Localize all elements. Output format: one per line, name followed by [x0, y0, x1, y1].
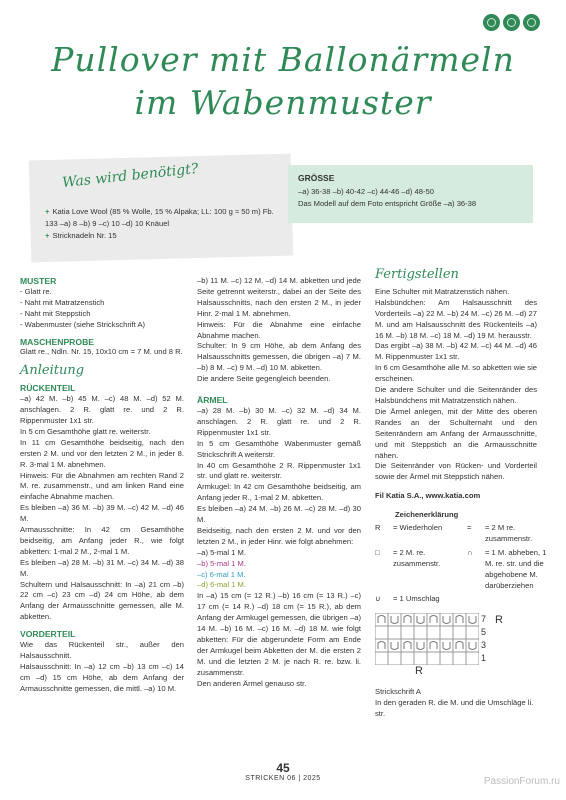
size-heading: GRÖSSE [298, 173, 335, 183]
row-number: 7 [481, 614, 487, 625]
watermark: PassionForum.ru [483, 776, 560, 787]
paragraph: Es bleiben –a) 28 M. –b) 31 M. –c) 34 M. –d) 38 M. [20, 557, 184, 578]
chart-cell [453, 639, 466, 652]
chart-cell [466, 613, 479, 626]
paragraph: Hinweis: Für die Abnahmen am rechten Rand 2 M. re. zusammenstr., und am linken Rand eine einfache Abnahme machen. [20, 470, 184, 502]
paragraph: In 11 cm Gesamthöhe beidseitig, nach den ersten 2 M. und vor den letzten 2 M., in jeder 8. R. 3-mal 1 M. abnehmen. [20, 437, 184, 469]
chart-cell [440, 652, 453, 665]
repeat-marker: R [415, 665, 423, 678]
legend-symbol: □ [375, 547, 380, 557]
paragraph: In 5 cm Gesamthöhe glatt re. weiterstr. [20, 426, 151, 436]
aermel-heading: ÄRMEL [197, 395, 228, 406]
chart-cell [427, 613, 440, 626]
column-3 [375, 267, 547, 720]
rueckenteil-heading: RÜCKENTEIL [20, 383, 76, 394]
chart-cell [414, 626, 427, 639]
chart-cell [401, 639, 414, 652]
chart-cell [440, 613, 453, 626]
chart-cell [427, 652, 440, 665]
legend-symbol: = [467, 523, 472, 533]
chart-cell [414, 639, 427, 652]
chart-cell [466, 652, 479, 665]
chart-cell [401, 626, 414, 639]
column-2 [197, 276, 361, 690]
legend-text: = 2 M. re. zusammenstr. [393, 547, 441, 568]
repeat-marker: R [495, 614, 503, 627]
paragraph: In 5 cm Gesamthöhe Wabenmuster gemäß Strickschrift A weiterstr. [197, 438, 361, 459]
material-item: + Stricknadeln Nr. 15 [45, 231, 117, 240]
vorderteil-heading: VORDERTEIL [20, 629, 76, 640]
anleitung-heading: Anleitung [20, 363, 85, 379]
chart-cell [453, 626, 466, 639]
chart-note: In den geraden R. die M. und die Umschläge li. str. [375, 698, 534, 719]
legend-symbol: R [375, 523, 381, 533]
paragraph: Armkugel: In 42 cm Gesamthöhe beidseitig, am Anfang jeder R., 1-mal 2 M. abketten. [197, 482, 361, 503]
material-item: + Katia Love Wool (85 % Wolle, 15 % Alpaka; LL: 100 g ≈ 50 m) Fb. 133 –a) 8 –b) 9 –c) 10 –d) 10 Knäuel [45, 207, 274, 228]
paragraph: Schultern und Halsausschnitt: In –a) 21 cm –b) 22 cm –c) 23 cm –d) 24 cm Höhe, ab dem Anfang der Armausschnitte gemessen, alle M. abketten. [20, 579, 184, 622]
list-item: –c) 6-mal 1 M. [197, 569, 246, 579]
chart-cell [427, 639, 440, 652]
paragraph: In 40 cm Gesamthöhe 2 R. Rippenmuster 1x1 str. und glatt re. weiterstr. [197, 460, 361, 481]
paragraph: Den anderen Ärmel genauso str. [197, 678, 307, 688]
materials-heading: Was wird benötigt? [61, 160, 200, 192]
legend-heading: Zeichenerklärung [395, 510, 459, 520]
list-item: - Naht mit Steppstich [20, 308, 91, 318]
chart-cell [453, 613, 466, 626]
paragraph: –a) 42 M. –b) 45 M. –c) 48 M. –d) 52 M. anschlagen. 2 R. glatt re. und 2 R. Rippenmuster 1x1 str. [20, 394, 184, 425]
paragraph: Es bleiben –a) 24 M. –b) 26 M. –c) 28 M. –d) 30 M. [197, 504, 361, 525]
chart-cell [388, 652, 401, 665]
chart-cell [466, 639, 479, 652]
maschenprobe-text: Glatt re., Ndln. Nr. 15, 10x10 cm = 7 M. und 8 R. [20, 347, 183, 357]
maschenprobe-heading: MASCHENPROBE [20, 336, 95, 347]
chart-cell [453, 652, 466, 665]
chart-grid [375, 613, 479, 665]
chart-cell [375, 639, 388, 652]
legend-symbol: ∩ [467, 547, 473, 557]
paragraph: –b) 11 M. –c) 12 M. –d) 14 M. abketten und jede Seite getrennt weiterstr., dabei an der Seite des Halsausschnitts, nach den ersten 2 M., in jeder Hinr. 2-mal 1 M. abnehmen. [197, 276, 361, 318]
yarn-ball-icon [523, 14, 540, 31]
legend [375, 523, 547, 605]
yarn-ball-icon [503, 14, 520, 31]
paragraph: Halsbündchen: Am Halsausschnitt des Vorderteils –a) 22 M. –b) 24 M. –c) 26 M. –d) 27 M. und am Halsausschnitt des Rückenteils –a) 16 M. –b) 18 M. –c) 18 M. –d) 19 M. herausstr. [375, 297, 537, 340]
chart-cell [427, 626, 440, 639]
paragraph: Armausschnitte: In 42 cm Gesamthöhe beidseitig, am Anfang jeder R., wie folgt abketten: 1-mal 2 M., 2-mal 1 M. [20, 525, 184, 556]
knitting-chart [375, 613, 537, 678]
chart-cell [388, 613, 401, 626]
row-number: 5 [481, 627, 487, 638]
chart-cell [414, 613, 427, 626]
page-subtitle: im Wabenmuster [134, 83, 432, 122]
chart-cell [388, 626, 401, 639]
chart-caption: Strickschrift A [375, 687, 421, 697]
katia-credit: Fil Katia S.A., www.katia.com [375, 491, 481, 501]
chart-cell [440, 639, 453, 652]
chart-cell [388, 639, 401, 652]
list-item: –b) 5-mal 1 M. [197, 558, 246, 568]
paragraph: Hinweis: Für die Abnahme eine einfache Abnahme machen. [197, 319, 361, 340]
legend-text: = 1 M. abheben, 1 M. re. str. und die abgehobene M. darüberziehen [485, 547, 547, 590]
chart-cell [466, 626, 479, 639]
chart-cell [401, 652, 414, 665]
size-values: –a) 36-38 –b) 40-42 –c) 44-46 –d) 48-50 Das Modell auf dem Foto entspricht Größe –a) 36-38 [298, 187, 477, 208]
paragraph: Halsausschnitt: In –a) 12 cm –b) 13 cm –c) 14 cm –d) 15 cm Höhe, ab dem Anfang der Armausschnitte gemessen, die mittl. –a) 10 M. [20, 661, 184, 693]
issue-label: STRICKEN 06 | 2025 [245, 775, 321, 782]
chart-cell [375, 626, 388, 639]
paragraph: Die andere Seite gegengleich beenden. [197, 374, 331, 384]
row-numbers [481, 613, 486, 665]
yarn-ball-icon [483, 14, 500, 31]
page-footer [0, 761, 566, 782]
paragraph: Das ergibt –a) 38 M. –b) 42 M. –c) 44 M. –d) 46 M. Rippenmuster 1x1 str. [375, 341, 537, 362]
row-number: 3 [481, 640, 487, 651]
page-title: Pullover mit Ballonärmeln [51, 40, 515, 79]
paragraph: Die andere Schulter und die Seitenränder des Halsbündchens mit Matratzenstich nähen. [375, 385, 537, 405]
paragraph: –a) 28 M. –b) 30 M. –c) 32 M. –d) 34 M. anschlagen. 2 R. glatt re. und 2 R. Rippenmuster 1x1 str. [197, 405, 361, 437]
chart-cell [375, 613, 388, 626]
column-1 [20, 276, 184, 695]
legend-text: = 1 Umschlag [393, 594, 440, 604]
legend-symbol: ∪ [375, 594, 381, 604]
chart-cell [375, 652, 388, 665]
muster-heading: MUSTER [20, 276, 57, 286]
paragraph: Die Ärmel anlegen, mit der Mitte des oberen Randes an der Schulternaht und den Seitenrändern am Anfang der Armausschnitte, und mit Steppstich an die Armausschnitte nähen. [375, 406, 537, 460]
list-item: –a) 5-mal 1 M. [197, 547, 246, 557]
list-item: - Naht mit Matratzenstich [20, 297, 105, 307]
paragraph: Es bleiben –a) 36 M. –b) 39 M. –c) 42 M. –d) 46 M. [20, 503, 184, 524]
paragraph: Wie das Rückenteil str., außer den Halsausschnitt. [20, 640, 184, 660]
size-box [288, 165, 533, 223]
chart-cell [440, 626, 453, 639]
chart-cell [414, 652, 427, 665]
fertigstellen-heading: Fertigstellen [375, 267, 459, 282]
paragraph: In 6 cm Gesamthöhe alle M. so abketten wie sie erscheinen. [375, 363, 537, 384]
materials-list [45, 206, 285, 242]
list-item: - Glatt re. [20, 286, 52, 296]
page-number: 45 [276, 761, 290, 775]
paragraph: Die Seitenränder von Rücken- und Vorderteil sowie der Ärmel mit Steppstich nähen. [375, 461, 537, 482]
chart-cell [401, 613, 414, 626]
paragraph: Eine Schulter mit Matratzenstich nähen. [375, 286, 510, 296]
paragraph: Beidseitig, nach den ersten 2 M. und vor den letzten 2 M., in jeder Hinr. wie folgt abnehmen: [197, 525, 361, 546]
list-item: –d) 6-mal 1 M. [197, 580, 246, 590]
legend-text: = 2 M re. zusammenstr. [485, 523, 533, 543]
paragraph: In –a) 15 cm (= 12 R.) –b) 16 cm (= 13 R.) –c) 17 cm (= 14 R.) –d) 18 cm (= 15 R.), ab dem Anfang der Armkugel gemessen, die übrigen –a) 14 M. –b) 16 M. –c) 16 M. –d) 18 M. wie folgt abketten: Für die abgerundete Form am Ende der Armkugel beim Abketten der M. die ersten 2 M. und die letzten 2 M. je nach R. re. bzw. li. zusammenstr. [197, 591, 361, 677]
paragraph: Schulter: In 9 cm Höhe, ab dem Anfang des Halsausschnitts gemessen, die übrigen –a) 7 M. –b) 8 M. –c) 9 M. –d) 10 M. abketten. [197, 341, 361, 373]
legend-text: = Wiederholen [393, 523, 443, 533]
list-item: - Wabenmuster (siehe Strickschrift A) [20, 319, 146, 329]
row-number: 1 [481, 653, 487, 664]
